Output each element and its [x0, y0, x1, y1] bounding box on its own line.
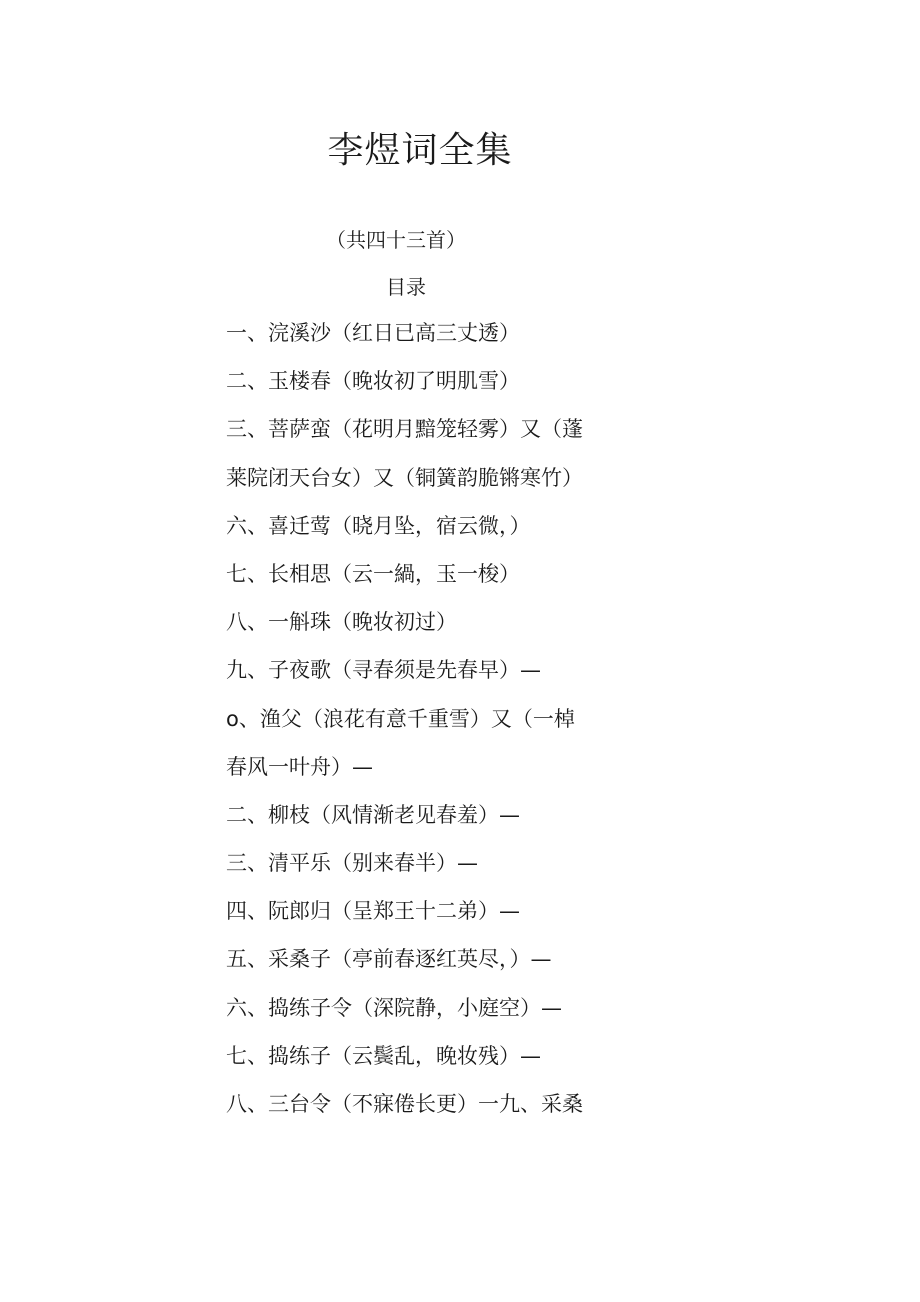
toc-line: 五、采桑子（亭前春逐红英尽，）—: [226, 947, 552, 972]
toc-line: 二、玉楼春（晚妆初了明肌雪）: [226, 369, 520, 394]
toc-line: o、渔父（浪花有意千重雪）又（一棹: [226, 706, 575, 731]
toc-line: 八、三台令（不寐倦长更）一九、采桑: [226, 1092, 583, 1116]
poem-count-subtitle: （共四十三首）: [326, 228, 466, 252]
document-title: 李煜词全集: [327, 130, 513, 171]
toc-line: 六、喜迁莺（晓月坠，宿云微，）: [226, 513, 531, 538]
toc-line: 三、清平乐（别来春半）—: [226, 851, 478, 876]
toc-line: 莱院闭天台女）又（铜簧韵脆锵寒竹）: [226, 465, 583, 490]
toc-line: 春风一叶舟）—: [226, 754, 373, 779]
toc-line: 九、子夜歌（寻春须是先春早）—: [226, 658, 541, 683]
toc-list: [226, 316, 626, 1135]
toc-line: 六、捣练子令（深院静，小庭空）—: [226, 995, 562, 1020]
toc-heading: 目录: [386, 275, 426, 299]
toc-line: 二、柳枝（风情渐老见春羞）—: [226, 802, 520, 827]
toc-line: 七、长相思（云一緺，玉一梭）: [226, 561, 520, 586]
toc-line: 三、菩萨蛮（花明月黯笼轻雾）又（蓬: [226, 417, 583, 442]
toc-line: 一、浣溪沙（红日已高三丈透）: [226, 321, 520, 345]
toc-line: 四、阮郎归（呈郑王十二弟）—: [226, 899, 520, 924]
toc-line: 八、一斛珠（晚妆初过）: [226, 610, 457, 635]
toc-line: 七、捣练子（云鬓乱，晚妆残）—: [226, 1043, 541, 1068]
